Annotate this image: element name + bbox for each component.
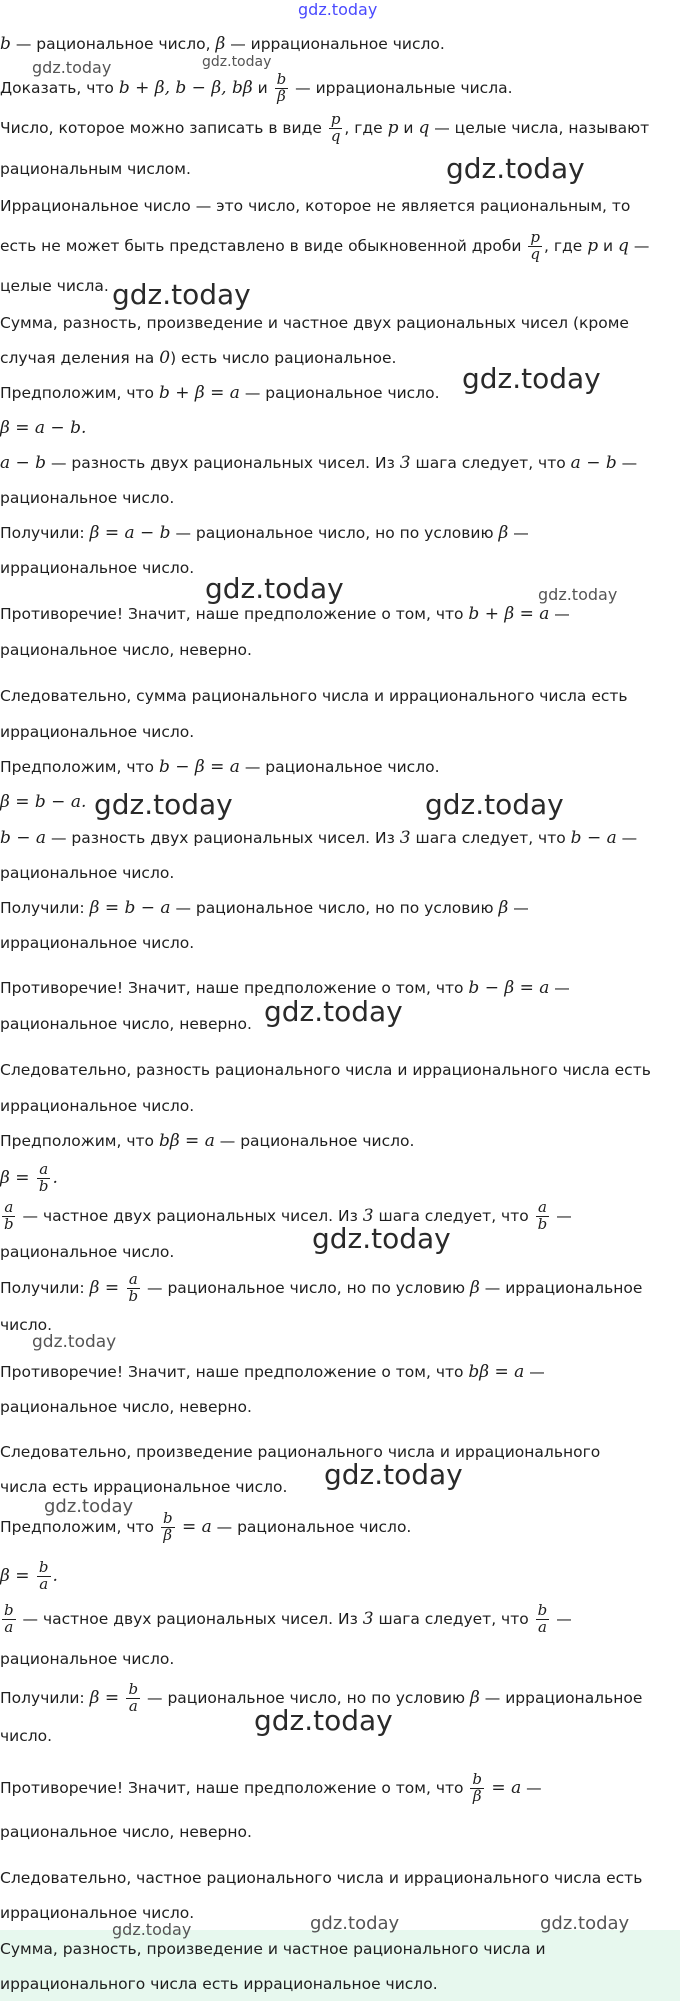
text-line-27: рациональное число, неверно. <box>0 1015 252 1033</box>
text: Получили: <box>0 1689 90 1707</box>
fraction-p-over-q <box>329 112 343 145</box>
text: Доказать, что <box>0 79 119 97</box>
text: Противоречие! Значит, наше предположение о том, что <box>0 1363 469 1381</box>
text: Получили: <box>0 1279 90 1297</box>
fraction-b-over-beta <box>470 1772 484 1805</box>
text-line-43: рациональное число. <box>0 1650 175 1668</box>
watermark: gdz.today <box>538 585 618 604</box>
text-line-23: рациональное число. <box>0 864 175 882</box>
text-line-19: иррациональное число. <box>0 723 195 741</box>
watermark: gdz.today <box>446 152 585 185</box>
text: — целые числа, называют <box>429 119 650 137</box>
fraction-b-over-beta <box>161 1511 175 1544</box>
denominator: a <box>4 1618 14 1636</box>
fraction-b-over-beta <box>275 72 289 105</box>
text: — рациональное число, <box>10 35 216 53</box>
watermark: gdz.today <box>94 788 233 821</box>
math-expression: b + β = a <box>158 383 240 403</box>
text: — <box>508 524 529 542</box>
text: — рациональное число, но по условию <box>170 524 499 542</box>
denominator: b <box>128 1287 139 1305</box>
text: Получили: <box>0 899 90 917</box>
math-expression: a − b <box>0 453 47 473</box>
text-line-22 <box>0 820 680 856</box>
text: — рациональное число, но по условию <box>142 1279 471 1297</box>
numerator: b <box>537 1601 548 1620</box>
text: — <box>628 237 650 255</box>
text-line-41 <box>0 1556 680 1596</box>
math-expression: b + β, b − β, bβ <box>118 78 253 98</box>
text-line-12 <box>0 445 680 481</box>
text: — рациональное число. <box>239 384 440 402</box>
fraction-p-over-q <box>528 230 542 263</box>
watermark: gdz.today <box>264 995 403 1028</box>
text-line-14 <box>0 515 680 551</box>
denominator: b <box>38 1177 49 1195</box>
text-line-2 <box>0 70 680 106</box>
math-beta: β <box>470 1278 480 1298</box>
text-line-29: иррациональное число. <box>0 1097 195 1115</box>
math-expression: β = a − b <box>89 523 171 543</box>
text-line-45: число. <box>0 1727 53 1745</box>
math-beta: β <box>215 34 226 54</box>
watermark: gdz.today <box>32 58 112 77</box>
math-expression: b − a <box>0 828 47 848</box>
text: Получили: <box>0 524 90 542</box>
math-number: 3 <box>362 1609 374 1629</box>
numerator: a <box>39 1160 49 1179</box>
text: Число, которое можно записать в виде <box>0 119 327 137</box>
math-expression: = a <box>176 1517 212 1537</box>
text-line-30 <box>0 1123 680 1159</box>
text: — иррациональное <box>479 1689 643 1707</box>
text: и <box>598 237 619 255</box>
numerator: a <box>538 1198 547 1217</box>
text-line-25: иррациональное число. <box>0 934 195 952</box>
text-line-8: Сумма, разность, произведение и частное двух рациональных чисел (кроме <box>0 314 629 332</box>
text-line-35: число. <box>0 1316 53 1334</box>
text: — <box>508 899 529 917</box>
math-number: 3 <box>399 828 411 848</box>
text-line-13: рациональное число. <box>0 489 175 507</box>
text: случая деления на <box>0 349 160 367</box>
math-p: p <box>387 118 399 138</box>
text: Предположим, что <box>0 384 159 402</box>
text-line-40 <box>0 1507 680 1547</box>
text: — <box>616 454 638 472</box>
math-expression: β = <box>89 1278 125 1298</box>
text: — частное двух рациональных чисел. Из <box>17 1207 363 1225</box>
numerator: b <box>4 1601 14 1620</box>
math-number: 3 <box>362 1206 374 1226</box>
text: Противоречие! Значит, наше предположение о том, что <box>0 979 469 997</box>
math-q: q <box>418 118 430 138</box>
text: — <box>616 829 638 847</box>
text-line-1 <box>0 26 680 62</box>
numerator: a <box>128 1270 138 1289</box>
denominator: β <box>163 1526 173 1544</box>
text-line-33: рациональное число. <box>0 1243 175 1261</box>
text: и <box>398 119 419 137</box>
math-expression: β = <box>89 1688 125 1708</box>
math-expression: β = a − b. <box>0 418 87 438</box>
math-expression: a − b <box>570 453 617 473</box>
watermark: gdz.today <box>112 278 251 311</box>
math-b: b <box>0 34 11 54</box>
text: ) есть число рациональное. <box>170 349 397 367</box>
text-line-49: иррациональное число. <box>0 1904 195 1922</box>
fraction-a-over-b <box>2 1200 16 1233</box>
text-line-31 <box>0 1158 680 1198</box>
math-expression: b + β = a <box>468 604 550 624</box>
text-line-47: рациональное число, неверно. <box>0 1823 252 1841</box>
math-expression: b − a <box>570 828 617 848</box>
text: — иррациональное <box>479 1279 643 1297</box>
watermark: gdz.today <box>425 788 564 821</box>
text: — <box>551 1207 572 1225</box>
text: — рациональное число, но по условию <box>170 899 499 917</box>
text-line-4: рациональным числом. <box>0 160 191 178</box>
denominator: q <box>330 127 341 145</box>
text: шага следует, что <box>373 1610 534 1628</box>
text-line-11 <box>0 410 680 446</box>
text: — рациональное число, но по условию <box>142 1689 471 1707</box>
numerator: a <box>4 1198 14 1217</box>
math-dot: . <box>52 1566 58 1586</box>
math-expression: bβ = a <box>158 1131 215 1151</box>
text: — <box>549 979 570 997</box>
text: — рациональное число. <box>239 758 440 776</box>
math-expression: b − β = a <box>158 757 240 777</box>
text: — разность двух рациональных чисел. Из <box>46 454 400 472</box>
denominator: a <box>39 1575 49 1593</box>
math-expression: β = b − a. <box>0 792 87 812</box>
math-number: 3 <box>399 453 411 473</box>
text-line-5: Иррациональное число — это число, которое не является рациональным, то <box>0 197 631 215</box>
fraction-b-over-a <box>2 1603 16 1636</box>
math-beta: β <box>498 523 509 543</box>
watermark: gdz.today <box>254 1704 393 1737</box>
math-zero: 0 <box>159 348 171 368</box>
math-expression: β = b − a <box>89 898 171 918</box>
fraction-a-over-b <box>126 1272 140 1305</box>
math-expression: = a <box>486 1778 522 1798</box>
fraction-b-over-a <box>536 1603 550 1636</box>
text-line-7: целые числа. <box>0 277 109 295</box>
fraction-b-over-a <box>37 1560 51 1593</box>
text: — <box>521 1779 542 1797</box>
text-line-36 <box>0 1354 680 1390</box>
numerator: p <box>330 110 341 129</box>
text: — <box>524 1363 545 1381</box>
text: Предположим, что <box>0 1132 159 1150</box>
text-line-3 <box>0 110 680 146</box>
watermark: gdz.today <box>44 1496 134 1517</box>
fraction-a-over-b <box>536 1200 550 1233</box>
watermark: gdz.today <box>324 1458 463 1491</box>
text: — иррациональное число. <box>225 35 445 53</box>
text: , где <box>544 237 588 255</box>
math-beta: β <box>498 898 509 918</box>
numerator: b <box>472 1770 483 1789</box>
math-expression: bβ = a <box>468 1362 525 1382</box>
text-line-18: Следовательно, сумма рационального числа и иррационального числа есть <box>0 687 628 705</box>
text: Предположим, что <box>0 758 159 776</box>
watermark: gdz.today <box>540 1913 630 1934</box>
text-line-24 <box>0 890 680 926</box>
text: и <box>252 79 273 97</box>
text-line-37: рациональное число, неверно. <box>0 1398 252 1416</box>
fraction-a-over-b <box>37 1162 51 1195</box>
text-line-39: числа есть иррациональное число. <box>0 1478 288 1496</box>
numerator: b <box>276 70 287 89</box>
text-line-34 <box>0 1268 680 1308</box>
denominator: b <box>4 1215 14 1233</box>
fraction-b-over-a <box>126 1682 140 1715</box>
numerator: b <box>38 1558 49 1577</box>
text: шага следует, что <box>410 829 571 847</box>
conclusion-line-1: Сумма, разность, произведение и частное рационального числа и <box>0 1940 546 1958</box>
text: — рациональное число. <box>214 1132 415 1150</box>
math-expression: β = <box>0 1566 35 1586</box>
text: — разность двух рациональных чисел. Из <box>46 829 400 847</box>
math-beta: β <box>470 1688 480 1708</box>
denominator: a <box>538 1618 547 1636</box>
denominator: a <box>128 1697 138 1715</box>
text-line-42 <box>0 1599 680 1639</box>
text: есть не может быть представлено в виде обыкновенной дроби <box>0 237 527 255</box>
watermark-top: gdz.today <box>298 0 378 19</box>
denominator: q <box>530 245 541 263</box>
watermark: gdz.today <box>112 1920 192 1939</box>
denominator: β <box>472 1787 482 1805</box>
watermark: gdz.today <box>310 1913 400 1934</box>
watermark: gdz.today <box>32 1332 117 1352</box>
text-line-16 <box>0 596 680 632</box>
watermark: gdz.today <box>202 54 272 70</box>
numerator: p <box>530 228 541 247</box>
text-line-48: Следовательно, частное рационального числа и иррационального числа есть <box>0 1869 643 1887</box>
text: шага следует, что <box>373 1207 534 1225</box>
numerator: b <box>162 1509 173 1528</box>
numerator: b <box>128 1680 139 1699</box>
text: — <box>551 1610 572 1628</box>
watermark: gdz.today <box>312 1222 451 1255</box>
text: — рациональное число. <box>211 1518 412 1536</box>
text-line-6 <box>0 228 680 264</box>
text: , где <box>344 119 388 137</box>
text-line-28: Следовательно, разность рационального числа и иррационального числа есть <box>0 1061 651 1079</box>
text: — <box>549 605 570 623</box>
math-expression: b − β = a <box>468 978 550 998</box>
math-q: q <box>618 236 629 256</box>
text-line-20 <box>0 749 680 785</box>
text: Противоречие! Значит, наше предположение о том, что <box>0 605 469 623</box>
math-p: p <box>587 236 599 256</box>
text-line-46 <box>0 1768 680 1808</box>
denominator: β <box>277 87 286 105</box>
denominator: b <box>537 1215 548 1233</box>
watermark: gdz.today <box>462 362 601 395</box>
math-expression: β = <box>0 1168 35 1188</box>
text: Противоречие! Значит, наше предположение о том, что <box>0 1779 469 1797</box>
text-line-17: рациональное число, неверно. <box>0 641 252 659</box>
text: — иррациональные числа. <box>290 79 513 97</box>
text: — частное двух рациональных чисел. Из <box>17 1610 363 1628</box>
math-dot: . <box>52 1168 58 1188</box>
text: шага следует, что <box>410 454 571 472</box>
watermark: gdz.today <box>205 572 344 605</box>
text: Предположим, что <box>0 1518 159 1536</box>
conclusion-line-2: иррационального числа есть иррациональное число. <box>0 1975 438 1993</box>
text-line-15: иррациональное число. <box>0 559 195 577</box>
text-line-38: Следовательно, произведение рационального числа и иррационального <box>0 1443 601 1461</box>
